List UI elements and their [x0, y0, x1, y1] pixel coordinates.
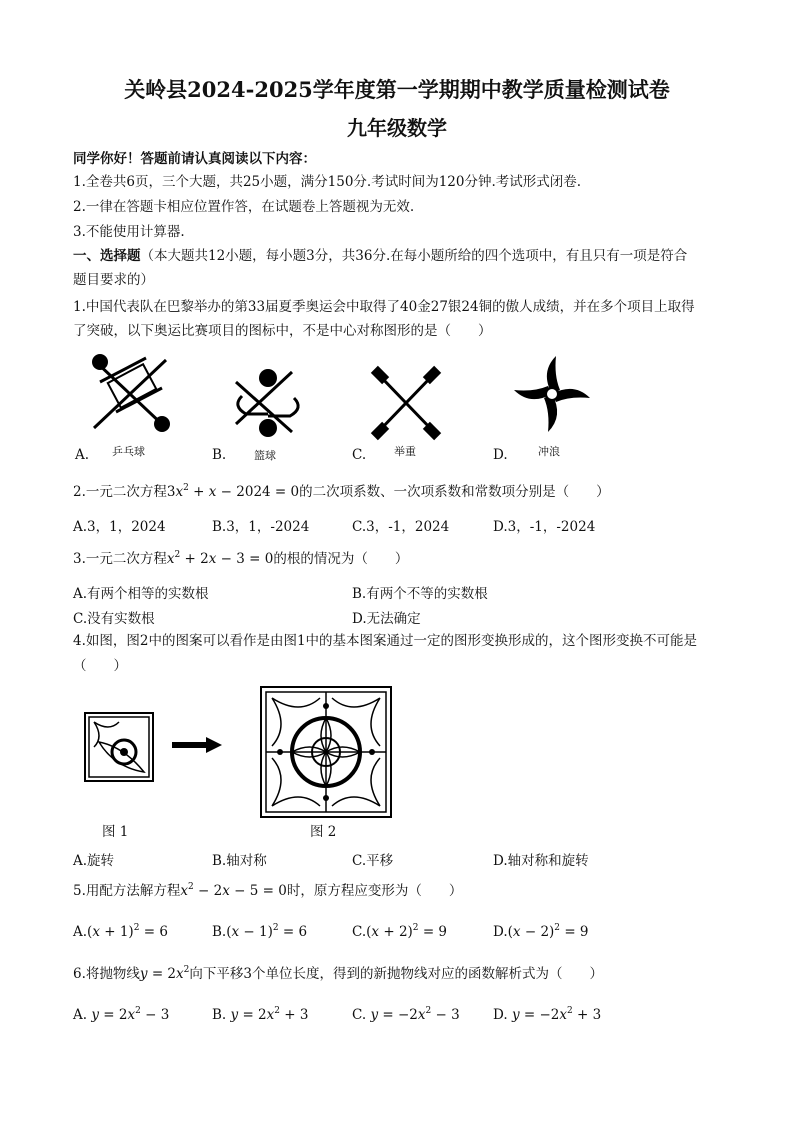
- q3-option-a[interactable]: A.有两个相等的实数根: [73, 586, 209, 602]
- q3-option-d[interactable]: D.无法确定: [352, 611, 421, 627]
- q6-suffix: 向下平移3个单位长度，得到的新抛物线对应的函数解析式为（ ）: [189, 966, 603, 982]
- q6-option-a[interactable]: A. $y = 2x^2 - 3$: [73, 1006, 170, 1023]
- subject-title: 九年级数学: [347, 116, 447, 140]
- basketball-icon: [232, 366, 304, 438]
- q3-option-b[interactable]: B.有两个不等的实数根: [352, 586, 488, 602]
- section-heading: [73, 246, 687, 266]
- q1-stem-line1: 1.中国代表队在巴黎举办的第33届夏季奥运会中取得了40金27银24铜的傲人成绩，并在多个项目上取得: [73, 299, 695, 315]
- q2-suffix: 的二次项系数、一次项系数和常数项分别是（ ）: [299, 484, 610, 500]
- q6-option-d[interactable]: D. $y = -2x^2 + 3$: [493, 1006, 602, 1023]
- q3-stem: [73, 549, 408, 569]
- q5-stem: [73, 881, 462, 901]
- weightlifting-icon: [370, 368, 442, 438]
- q1-stem-line2: 了突破，以下奥运比赛项目的图标中，不是中心对称图形的是（ ）: [73, 323, 492, 339]
- q1-option-a[interactable]: A.: [75, 447, 90, 463]
- figure-2-pattern: [260, 686, 392, 818]
- q1-option-a-caption: 乒乓球: [112, 445, 145, 458]
- figure-1-tile: [84, 712, 154, 782]
- q3-prefix: 3.一元二次方程: [73, 551, 167, 567]
- q1-option-c[interactable]: C.: [352, 447, 367, 463]
- q4-stem-line2: （ ）: [73, 658, 127, 674]
- q6-stem: [73, 964, 603, 984]
- q3-option-c[interactable]: C.没有实数根: [73, 611, 155, 627]
- q2-equation: $3x^2 + x - 2024 = 0$: [166, 483, 300, 500]
- q2-option-a[interactable]: A.3，1，2024: [73, 519, 166, 535]
- q5-equation: $x^2 - 2x - 5 = 0$: [180, 882, 287, 899]
- q5-suffix: 时，原方程应变形为（ ）: [286, 883, 463, 899]
- figure-1-caption: 图 1: [102, 824, 129, 840]
- q3-suffix: 的根的情况为（ ）: [273, 551, 409, 567]
- q1-option-d-caption: 冲浪: [538, 445, 560, 458]
- q2-option-c[interactable]: C.3，-1，2024: [352, 519, 450, 535]
- arrow-right-icon: [172, 737, 222, 753]
- q4-option-c[interactable]: C.平移: [352, 853, 394, 869]
- q5-option-a[interactable]: $A.(x + 1)^2 = 6$: [73, 923, 168, 940]
- q4-option-b[interactable]: B.轴对称: [212, 853, 267, 869]
- q2-stem: [73, 482, 610, 502]
- notice-item-3: 3.不能使用计算器.: [73, 224, 185, 240]
- ping-pong-icon: [86, 352, 182, 438]
- section-desc-cont: 题目要求的）: [73, 272, 154, 288]
- q5-option-b[interactable]: $B.(x - 1)^2 = 6$: [212, 923, 308, 940]
- q1-option-b-caption: 篮球: [254, 449, 276, 462]
- q2-option-b[interactable]: B.3，1，-2024: [212, 519, 310, 535]
- q6-option-b[interactable]: B. $y = 2x^2 + 3$: [212, 1006, 309, 1023]
- notice-item-1: 1.全卷共6页，三个大题，共25小题，满分150分.考试时间为120分钟.考试形式闭卷.: [73, 174, 582, 190]
- q6-equation: $y = 2x^2$: [139, 965, 190, 982]
- q1-option-d[interactable]: D.: [493, 447, 508, 463]
- q5-option-c[interactable]: $C.(x + 2)^2 = 9$: [352, 923, 448, 940]
- q5-option-d[interactable]: $D.(x - 2)^2 = 9$: [493, 923, 589, 940]
- q4-stem-line1: 4.如图，图2中的图案可以看作是由图1中的基本图案通过一定的图形变换形成的，这个图形变换不可能是: [73, 633, 698, 649]
- q4-option-d[interactable]: D.轴对称和旋转: [493, 853, 589, 869]
- q5-prefix: 5.用配方法解方程: [73, 883, 181, 899]
- q4-option-a[interactable]: A.旋转: [73, 853, 115, 869]
- notice-item-2: 2.一律在答题卡相应位置作答，在试题卷上答题视为无效.: [73, 199, 415, 215]
- notice-heading: 同学你好！答题前请认真阅读以下内容：: [73, 151, 316, 167]
- q6-option-c[interactable]: C. $y = -2x^2 - 3$: [352, 1006, 460, 1023]
- q3-equation: $x^2 + 2x - 3 = 0$: [166, 550, 274, 567]
- surfing-icon: [510, 352, 594, 436]
- q1-option-c-caption: 举重: [394, 445, 416, 458]
- section-desc: （本大题共12小题，每小题3分，共36分.在每小题所给的四个选项中，有且只有一项是符合: [140, 248, 688, 264]
- exam-title: 关岭县2024-2025学年度第一学期期中教学质量检测试卷: [124, 77, 670, 102]
- section-label: 一、选择题: [73, 248, 141, 264]
- figure-2-caption: 图 2: [310, 824, 337, 840]
- q6-prefix: 6.将抛物线: [73, 966, 140, 982]
- q1-option-b[interactable]: B.: [212, 447, 227, 463]
- q2-option-d[interactable]: D.3，-1，-2024: [493, 519, 596, 535]
- q2-prefix: 2.一元二次方程: [73, 484, 167, 500]
